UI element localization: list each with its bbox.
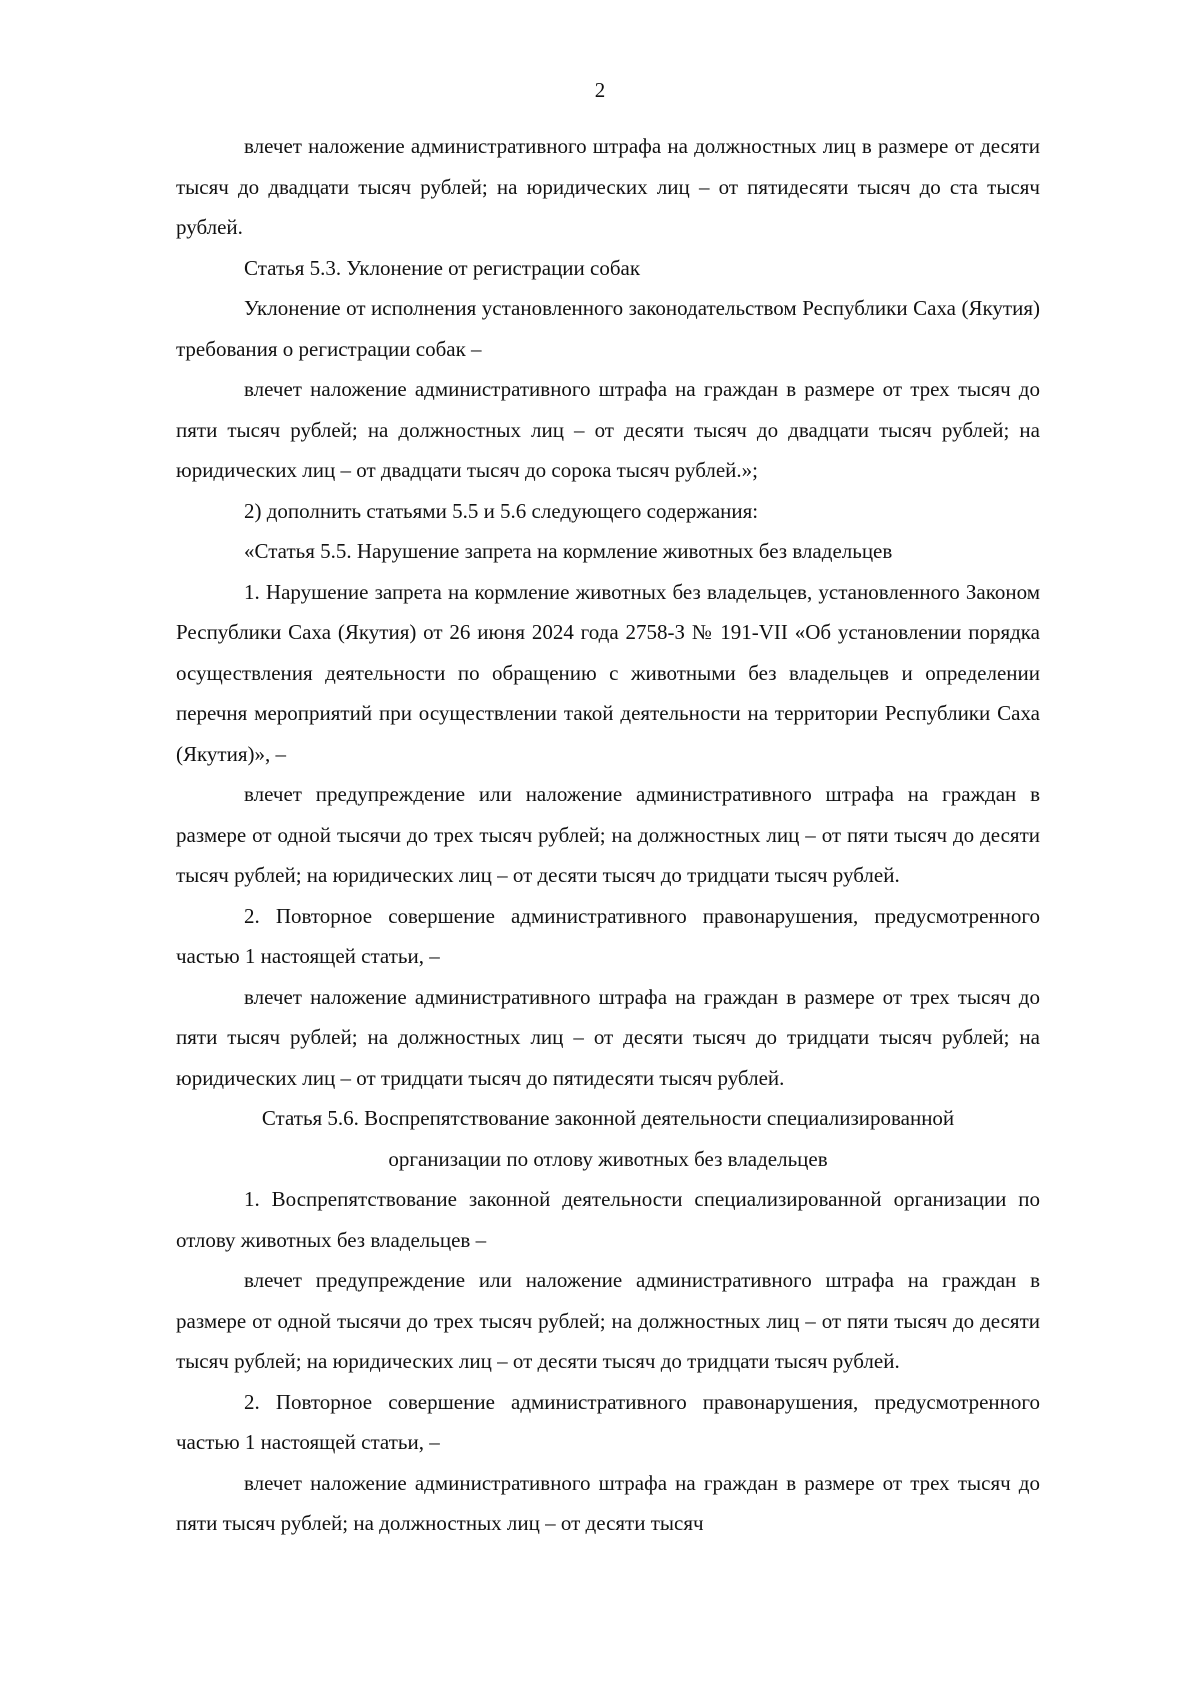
article-5-6-heading-line-2: организации по отлову животных без владельцев xyxy=(388,1146,828,1171)
article-5-5-part-2: 2. Повторное совершение административного правонарушения, предусмотренного частью 1 настоящей статьи, – xyxy=(176,903,1040,968)
article-5-5-part-1-penalty: влечет предупреждение или наложение административного штрафа на граждан в размере от одной тысячи до трех тысяч рублей; на должностных лиц – от пяти тысяч до десяти тысяч рублей; на юридических лиц – от десяти тысяч до тридцати тысяч рублей. xyxy=(176,782,1040,887)
article-5-6-part-1: 1. Воспрепятствование законной деятельности специализированной организации по отлову животных без владельцев – xyxy=(176,1187,1040,1252)
article-5-5-heading: «Статья 5.5. Нарушение запрета на кормление животных без владельцев xyxy=(244,539,893,563)
page-number: 2 xyxy=(594,78,606,102)
article-5-6-part-2-penalty: влечет наложение административного штрафа на граждан в размере от трех тысяч до пяти тысяч рублей; на должностных лиц – от десяти тысяч xyxy=(176,1470,1040,1535)
article-5-6-part-2: 2. Повторное совершение административного правонарушения, предусмотренного частью 1 настоящей статьи, – xyxy=(176,1389,1040,1454)
article-5-3-heading: Статья 5.3. Уклонение от регистрации собак xyxy=(244,255,641,280)
article-5-6-heading-line-1: Статья 5.6. Воспрепятствование законной деятельности специализированной xyxy=(261,1106,955,1130)
amendment-item-2: 2) дополнить статьями 5.5 и 5.6 следующего содержания: xyxy=(244,498,759,523)
article-5-3-penalty: влечет наложение административного штрафа на граждан в размере от трех тысяч до пяти тысяч рублей; на должностных лиц – от десяти тысяч до двадцати тысяч рублей; на юридических лиц – от двадцати тысяч до сорока тысяч рублей.»; xyxy=(176,377,1040,482)
article-5-5-part-2-penalty: влечет наложение административного штрафа на граждан в размере от трех тысяч до пяти тысяч рублей; на должностных лиц – от десяти тысяч до тридцати тысяч рублей; на юридических лиц – от тридцати тысяч до пятидесяти тысяч рублей. xyxy=(176,984,1040,1090)
paragraph-penalty-officials: влечет наложение административного штрафа на должностных лиц в размере от десяти тысяч до двадцати тысяч рублей; на юридических лиц – от пятидесяти тысяч до ста тысяч рублей. xyxy=(176,134,1040,239)
article-5-6-part-1-penalty: влечет предупреждение или наложение административного штрафа на граждан в размере от одной тысячи до трех тысяч рублей; на должностных лиц – от пяти тысяч до десяти тысяч рублей; на юридических лиц – от десяти тысяч до тридцати тысяч рублей. xyxy=(176,1268,1040,1373)
document-body xyxy=(176,126,1040,1544)
article-5-5-part-1: 1. Нарушение запрета на кормление животных без владельцев, установленного Законом Республики Саха (Якутия) от 26 июня 2024 года 2758-З № 191-VII «Об установлении порядка осуществления деятельности по обращению с животными без владельцев и определении перечня мероприятий при осуществлении такой деятельности на территории Республики Саха (Якутия)», – xyxy=(176,579,1040,766)
article-5-3-offense: Уклонение от исполнения установленного законодательством Республики Саха (Якутия) требования о регистрации собак – xyxy=(176,296,1040,361)
